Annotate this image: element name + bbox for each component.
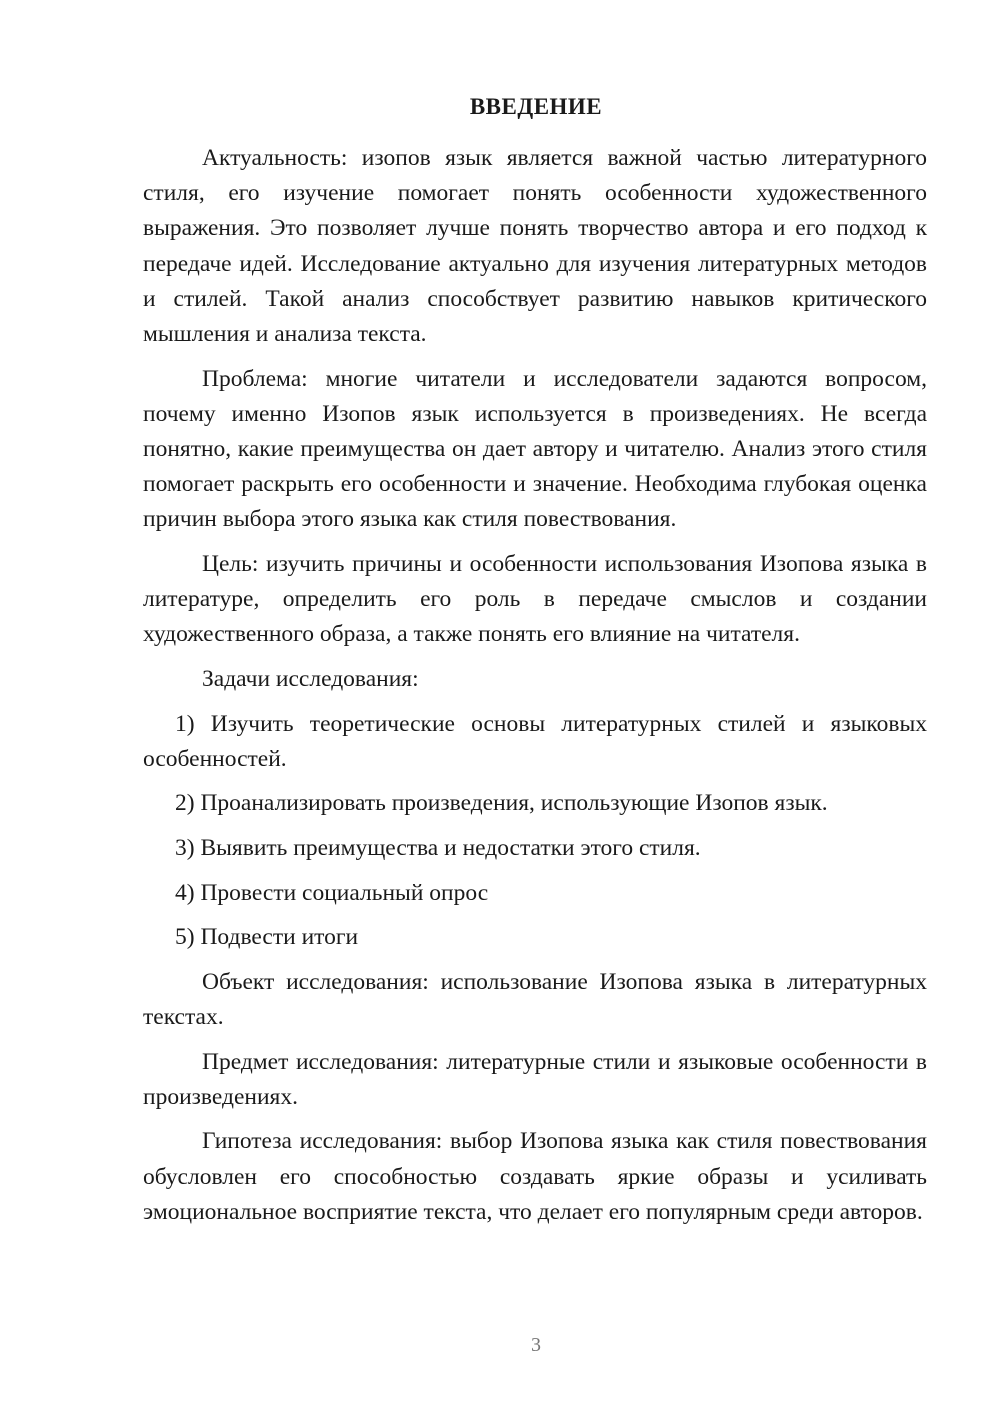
paragraph-tasks-heading: Задачи исследования: (202, 666, 419, 693)
task-item-4: 4) Провести социальный опрос (175, 879, 489, 906)
paragraph-relevance: Актуальность: изопов язык является важной частью литературного стиля, его изучение помогает понять особенности художественного выражения. Это позволяет лучше понять творчество автора и его подход к передаче идей. Исследование актуально для изучения литературных методов и стилей. Такой анализ способствует развитию навыков критического мышления и анализа текста. (143, 145, 927, 348)
task-item-1: 1) Изучить теоретические основы литературных стилей и языковых особенностей. (143, 710, 927, 772)
task-item-5: 5) Подвести итоги (175, 924, 359, 951)
paragraph-goal: Цель: изучить причины и особенности использования Изопова языка в литературе, определить его роль в передаче смыслов и создании художественного образа, а также понять его влияние на читателя. (143, 551, 927, 648)
paragraph-problem: Проблема: многие читатели и исследователи задаются вопросом, почему именно Изопов язык используется в произведениях. Не всегда понятно, какие преимущества он дает автору и читателю. Анализ этого стиля помогает раскрыть его особенности и значение. Необходима глубокая оценка причин выбора этого языка как стиля повествования. (143, 365, 927, 533)
task-item-2: 2) Проанализировать произведения, использующие Изопов язык. (175, 790, 828, 817)
page-number: 3 (531, 1334, 541, 1356)
paragraph-hypothesis: Гипотеза исследования: выбор Изопова языка как стиля повествования обусловлен его способностью создавать яркие образы и усиливать эмоциональное восприятие текста, что делает его популярным среди авторов. (143, 1128, 927, 1225)
paragraph-object: Объект исследования: использование Изопова языка в литературных текстах. (143, 968, 927, 1030)
task-item-3: 3) Выявить преимущества и недостатки этого стиля. (175, 835, 701, 861)
page-title: ВВЕДЕНИЕ (469, 94, 603, 119)
paragraph-subject: Предмет исследования: литературные стили и языковые особенности в произведениях. (143, 1048, 927, 1110)
document-body (143, 141, 927, 1239)
